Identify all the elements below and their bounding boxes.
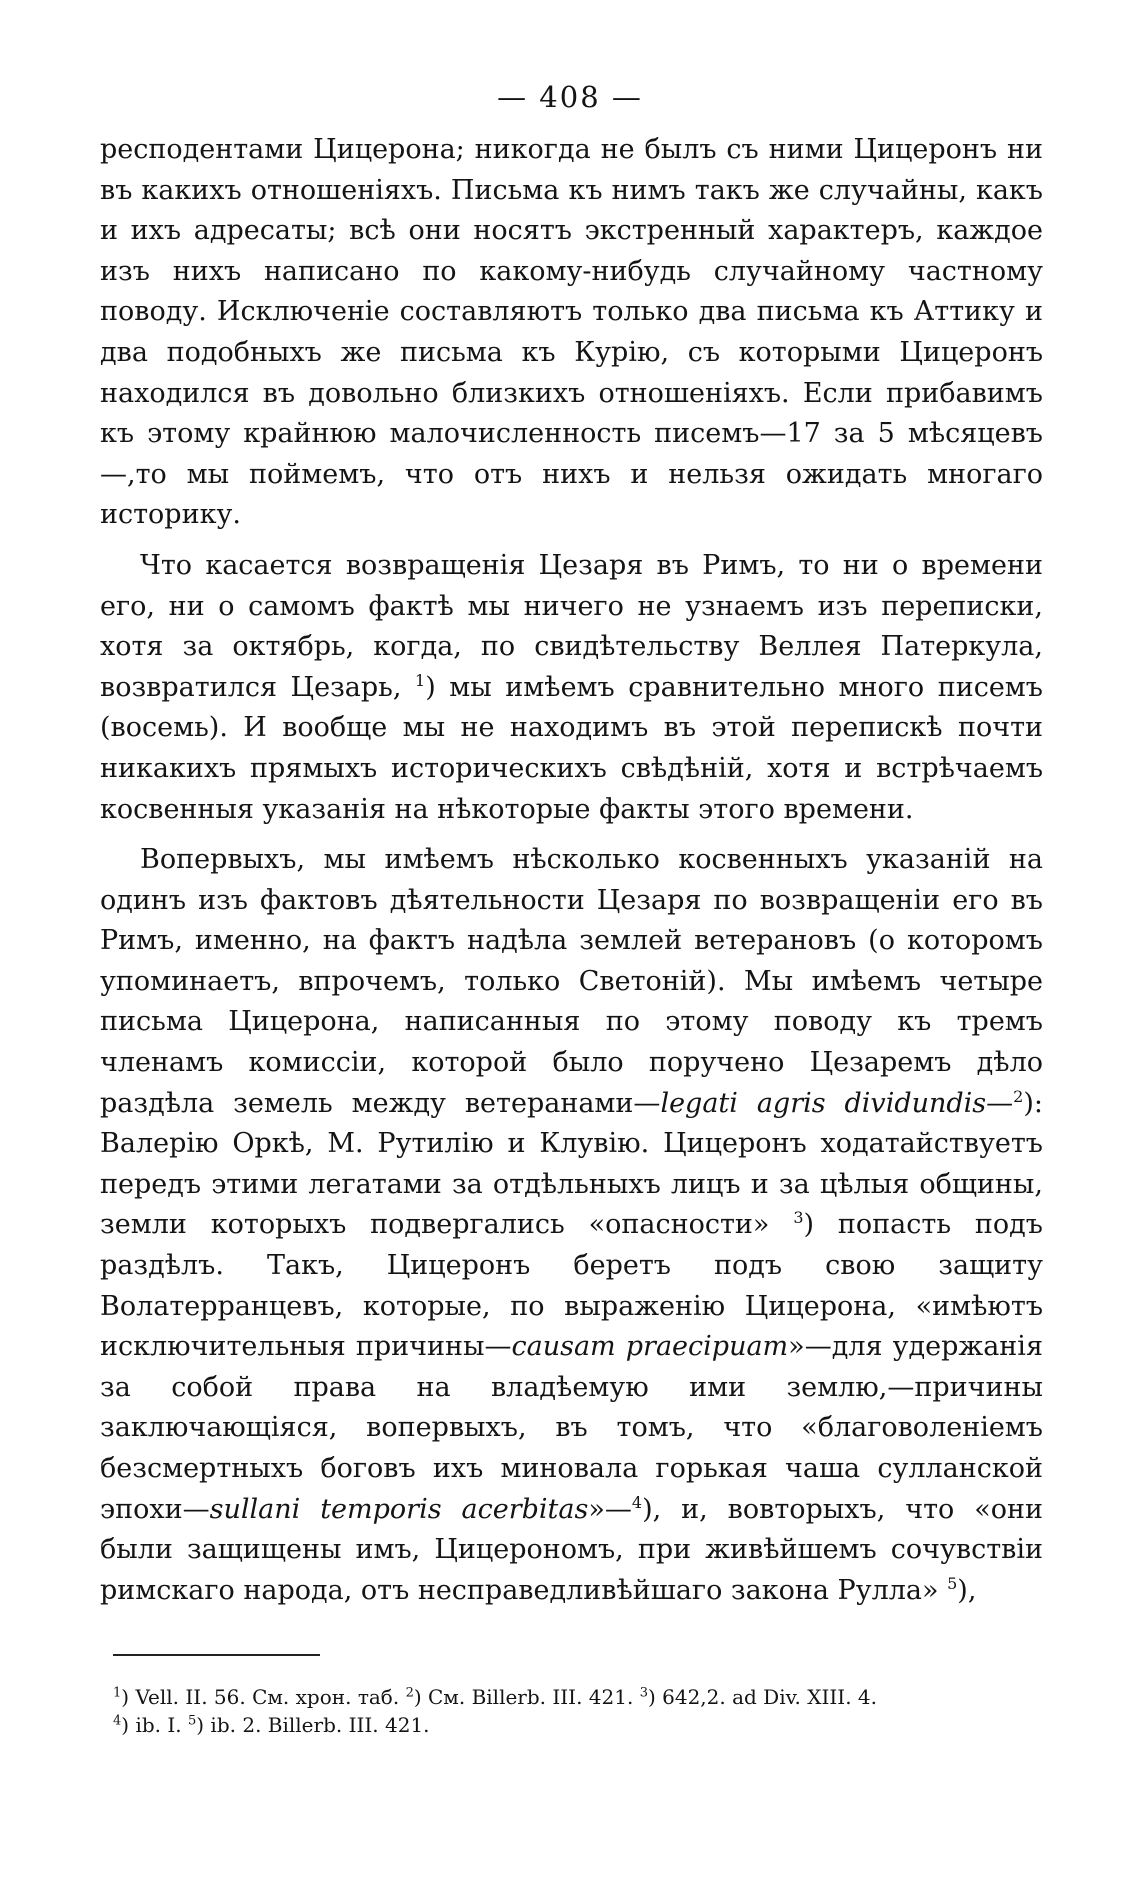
paragraph-1-text: респодентами Цицерона; никогда не былъ съ ними Цицеронъ ни въ какихъ отношеніяхъ. Письма къ нимъ такъ же случайны, какъ и ихъ адресаты; всѣ они носятъ экстренный характеръ, каждое изъ нихъ написано по какому-нибудь случайному частному поводу. Исключеніе составляютъ только два письма къ Аттику и два подобныхъ же письма къ Курію, съ которыми Цицеронъ находился въ довольно близкихъ отношеніяхъ. Если прибавимъ къ этому крайнюю малочисленность писемъ—17 за 5 мѣсяцевъ—,то мы поймемъ, что отъ нихъ и нельзя ожидать многаго историку. xyxy=(100,134,1043,531)
footnote-line-2 xyxy=(113,1711,1043,1739)
paragraph-3-dash-b: »— xyxy=(588,1493,632,1525)
paragraph-3-text-d: »—для удержанія за собой права на владѣемую ими землю,—причины заключающіяся, вопервыхъ, въ томъ, что «благоволеніемъ безсмертныхъ боговъ ихъ миновала горькая чаша сулланской эпохи— xyxy=(100,1331,1043,1525)
paragraph-2-text-b: ) мы имѣемъ сравнительно много писемъ (восемь). И вообще мы не находимъ въ этой перепискѣ почти никакихъ прямыхъ историческихъ свѣдѣній, хотя и встрѣчаемъ косвенныя указанія на нѣкоторые факты этого времени. xyxy=(100,671,1043,825)
paragraph-3-text-e: ), и, вовторыхъ, что «они были защищены имъ, Цицерономъ, при живѣйшемъ сочувствіи римскаго народа, отъ несправедливѣйшаго закона Рулла» xyxy=(100,1493,1044,1606)
main-text xyxy=(100,130,1043,1611)
paragraph-1 xyxy=(100,130,1043,536)
footnote-number-4: 4 xyxy=(113,1713,122,1729)
footnote-ref-5: 5 xyxy=(947,1573,958,1593)
footnote-ref-2: 2 xyxy=(1013,1086,1024,1106)
footnote-text-4: ) ib. I. xyxy=(121,1713,188,1737)
footnote-divider xyxy=(113,1654,320,1656)
paragraph-2-text-a: Что касается возвращенія Цезаря въ Римъ, то ни о времени его, ни о самомъ фактѣ мы ничего не узнаемъ изъ переписки, хотя за октябрь, когда, по свидѣтельству Веллея Патеркула, возвратился Цезарь, xyxy=(100,549,1043,703)
latin-phrase-legati: legati agris dividundis xyxy=(660,1087,987,1119)
footnote-text-2: ) См. Billerb. III. 421. xyxy=(413,1685,640,1709)
footnote-text-1: ) Vell. II. 56. См. хрон. таб. xyxy=(121,1685,406,1709)
paragraph-3 xyxy=(100,840,1043,1611)
latin-phrase-sullani: sullani temporis acerbitas xyxy=(209,1493,589,1525)
footnote-number-5: 5 xyxy=(187,1713,197,1729)
paragraph-3-text-b: ): Валерію Оркѣ, М. Рутилію и Клувію. Цицеронъ ходатайствуетъ передъ этими легатами за отдѣльныхъ лицъ и за цѣлыя общины, земли которыхъ подвергались «опасности» xyxy=(100,1087,1043,1241)
footnote-number-2: 2 xyxy=(405,1685,414,1701)
paragraph-3-text-f: ), xyxy=(957,1574,977,1606)
footnote-text-3: ) 642,2. ad Div. XIII. 4. xyxy=(647,1685,877,1709)
footnotes xyxy=(113,1683,1043,1739)
footnote-number-3: 3 xyxy=(639,1685,648,1701)
paragraph-3-text-c: ) попасть подъ раздѣлъ. Такъ, Цицеронъ беретъ подъ свою защиту Волатерранцевъ, которые, по выраженію Цицерона, «имѣютъ исключительныя причины— xyxy=(100,1209,1043,1363)
footnote-ref-1: 1 xyxy=(415,670,426,690)
paragraph-3-dash-a: — xyxy=(986,1087,1014,1119)
paragraph-3-text-a: Вопервыхъ, мы имѣемъ нѣсколько косвенныхъ указаній на одинъ изъ фактовъ дѣятельности Цезаря по возвращеніи его въ Римъ, именно, на фактъ надѣла землей ветерановъ (о которомъ упоминаетъ, впрочемъ, только Светоній). Мы имѣемъ четыре письма Цицерона, написанныя по этому поводу къ тремъ членамъ комиссіи, которой было поручено Цезаремъ дѣло раздѣла земель между ветеранами— xyxy=(100,844,1043,1119)
footnote-ref-4: 4 xyxy=(631,1492,643,1512)
footnote-ref-3: 3 xyxy=(793,1208,804,1228)
footnote-line-1 xyxy=(113,1683,1043,1711)
footnote-text-5: ) ib. 2. Billerb. III. 421. xyxy=(196,1713,430,1737)
page-number: — 408 — xyxy=(497,80,643,114)
paragraph-2 xyxy=(100,546,1043,830)
latin-phrase-causam: causam praecipuam xyxy=(511,1331,789,1363)
footnote-number-1: 1 xyxy=(113,1685,122,1701)
